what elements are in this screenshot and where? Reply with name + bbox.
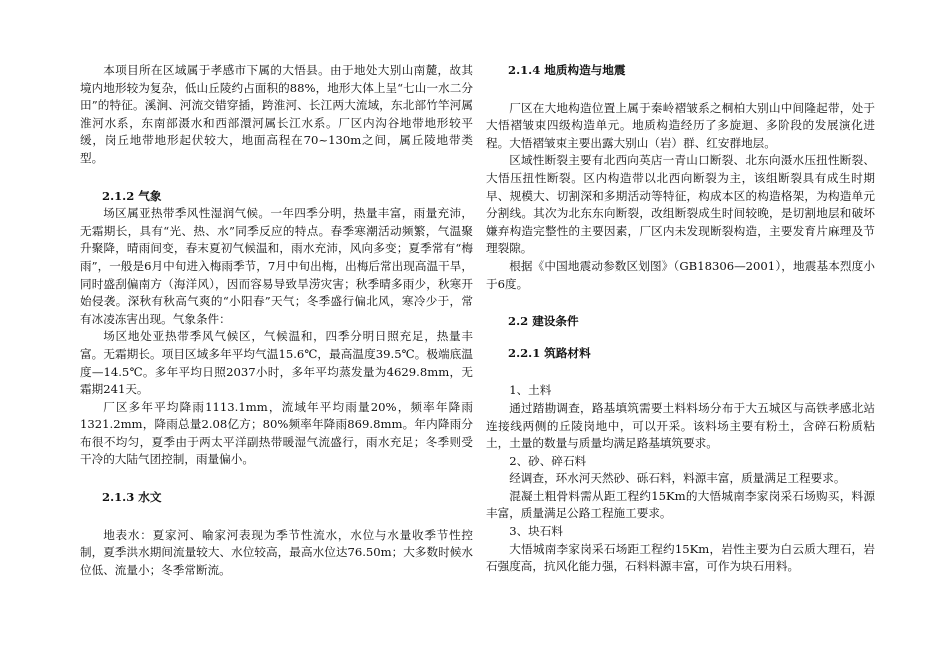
paragraph-temperature: 场区地处亚热带季风气候区，气候温和，四季分明日照充足，热量丰富。无霜期长。项目区域多年平均气温15.6℃，最高温度39.5℃。极端底温度—14.5℃。多年平均日照2037小时，多年平均蒸发量为4629.8mm，无霜期241天。 — [80, 329, 473, 397]
right-column — [486, 62, 875, 576]
heading-2-2-construction-conditions: 2.2 建设条件 — [508, 314, 579, 329]
paragraph-surface-water: 地表水：夏家河、喻家河表现为季节性流水，水位与水量收季节性控制，夏季洪水期间流量较大、水位较高，最高水位达76.50m；大多数时候水位低、流量小；冬季常断流。 — [80, 527, 473, 577]
heading-2-1-4-geology: 2.1.4 地质构造与地震 — [508, 63, 626, 77]
paragraph-block-stone: 大悟城南李家岗采石场距工程约15Km，岩性主要为白云质大理石，岩石强度高，抗风化能力强，石料料源丰富，可作为块石用料。 — [486, 541, 875, 574]
heading-2-1-3-hydrology: 2.1.3 水文 — [102, 490, 162, 505]
paragraph-sand-gravel-1: 经调查，环水河天然砂、砾石料，料源丰富，质量满足工程要求。 — [509, 471, 846, 486]
paragraph-terrain: 本项目所在区域属于孝感市下属的大悟县。由于地处大别山南麓，故其境内地形较为复杂，低山丘陵约占面积的88%，地形大体上呈“七山一水二分田”的特征。溪涧、河流交错穿插，跨淮河、长江两大流域，东北部竹竿河属淮河水系，东南部滠水和西部澴河属长江水系。厂区内沟谷地带地形较平缓，岗丘地带地形起伏较大，地面高程在70~130m之间，属丘陵地带类型。 — [80, 63, 473, 165]
list-item-title-sand-gravel: 2、砂、碎石料 — [509, 453, 587, 468]
paragraph-seismic: 根据《中国地震动参数区划图》（GB18306—2001），地震基本烈度小于6度。 — [486, 258, 875, 291]
paragraph-soil: 通过踏勘调查，路基填筑需要土料料场分布于大五城区与高铁孝感北站连接线两侧的丘陵岗地中，可以开采。该料场主要有粉土，含碎石粉质粘土，土量的数量与质量均满足路基填筑要求。 — [486, 400, 875, 451]
left-column — [80, 62, 473, 579]
heading-2-1-2-climate: 2.1.2 气象 — [102, 188, 162, 203]
list-item-title-soil: 1、土料 — [509, 383, 552, 398]
paragraph-climate: 场区属亚热带季风性湿润气候。一年四季分明，热量丰富，雨量充沛，无霜期长，具有“光、热、水”同季反应的特点。春季寒潮活动频繁，气温聚升聚降，晴雨间变，春末夏初气候温和，雨水充沛，风向多变；夏季常有“梅雨”，一般是6月中旬进入梅雨季节，7月中旬出梅，出梅后常出现高温干旱，同时盛刮偏南方（海洋风），因而容易导致旱涝灾害；秋季晴多雨少，秋寒开始侵袭。深秋有秋高气爽的“小阳春”天气；冬季盛行偏北风，寒冷少于，常有冰凌冻害出现。气象条件： — [80, 206, 473, 326]
list-item-title-block-stone: 3、块石料 — [509, 524, 563, 539]
heading-2-2-1-road-materials: 2.2.1 筑路材料 — [508, 345, 591, 360]
paragraph-sand-gravel-2: 混凝土粗骨料需从距工程约15Km的大悟城南李家岗采石场购买，料源丰富，质量满足公路工程施工要求。 — [486, 488, 875, 521]
paragraph-rainfall: 厂区多年平均降雨1113.1mm，流域年平均雨量20%，频率年降雨1321.2mm，降雨总量2.08亿方；80%频率年降雨869.8mm。年内降雨分布很不均匀，夏季由于两太平洋副热带暖湿气流盛行，雨水充足；冬季则受干冷的大陆气团控制，雨量偏小。 — [80, 399, 473, 467]
paragraph-tectonic-position: 厂区在大地构造位置上属于秦岭褶皱系之桐柏大别山中间隆起带，处于大悟褶皱束四级构造单元。地质构造经历了多旋迴、多阶段的发展演化进程。大悟褶皱束主要出露大别山（岩）群、红安群地层。 — [486, 100, 875, 150]
paragraph-faults: 区域性断裂主要有北西向英店一青山口断裂、北东向滠水压扭性断裂、大悟压扭性断裂。区内构造带以北西向断裂为主，该组断裂具有成生时期早、规模大、切割深和多期活动等特征，构成本区的构造格架，为构造单元分割线。其次为北东东向断裂，改组断裂成生时间较晚，是切割地层和破坏嫌弃构造完整性的主要因素，厂区内未发现断裂构造，主要发育片麻理及节理裂隙。 — [486, 153, 875, 256]
